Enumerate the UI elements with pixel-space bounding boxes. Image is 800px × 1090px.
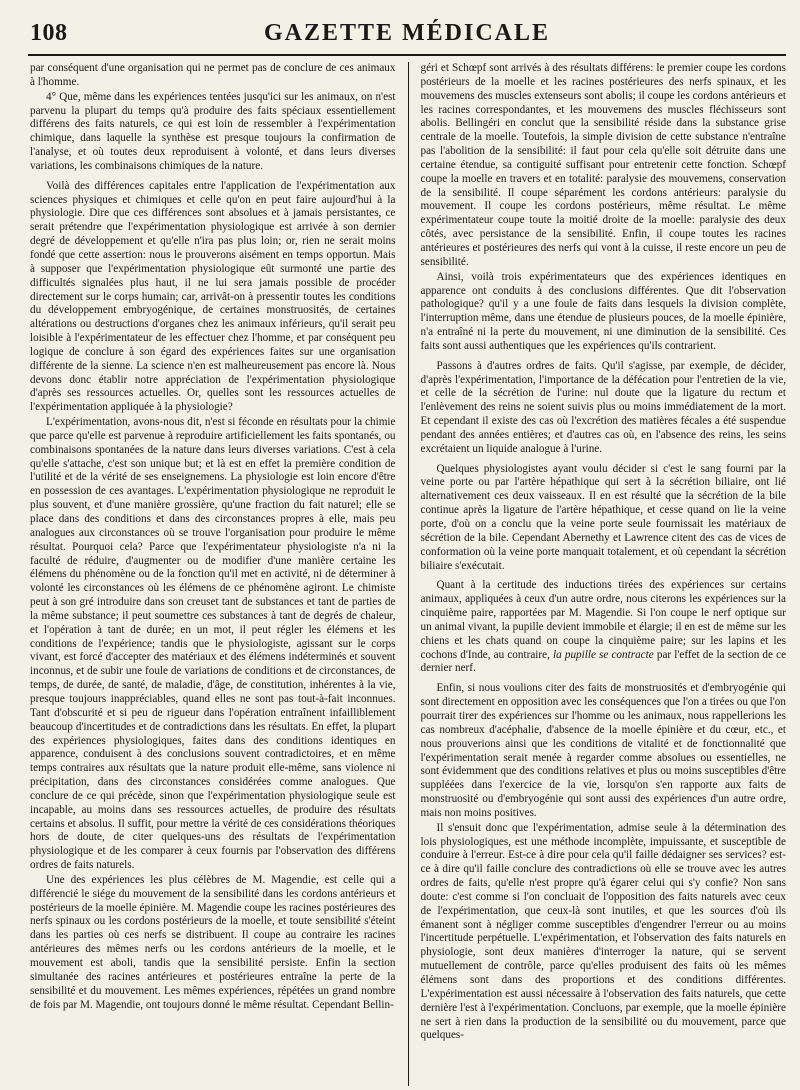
- paragraph: Ainsi, voilà trois expérimentateurs que des expériences identiques en apparence ont conduits à des conclusions différentes. Que dit l'observation pathologique? qu'il y a une foule de faits dans lesquels la division complète, l'interruption même, dans une étendue de plusieurs pouces, de la moelle épinière, n'a entraîné ni la perte du mouvement, ni une diminution de la sensibilité. Ces faits sont aussi authentiques que les expériences qu'ils contrarient.: [420, 270, 786, 352]
- text-run: Quant à la certitude des inductions tirées des expériences sur certains animaux, appliquées à ceux d'un autre ordre, nous citerons les expériences sur la cinquième paire, rapportées par M. Magendie. Si l'on coupe le nerf optique sur un animal vivant, la pupille devient immobile et élargie; il en est de même sur les chiens et les chats quand on coupe la cinquième paire; sur les lapins et les cochons d'Inde, au contraire,: [420, 579, 786, 661]
- paragraph: L'expérimentation, avons-nous dit, n'est si féconde en résultats pour la chimie que parce qu'elle est parvenue à reproduire artificiellement les faits spontanés, ou combinaisons spontanées de la nature dans leurs diverses variations. C'est à cela qu'elle s'attache, c'est son unique but; et là est en effet la première condition de l'utilité et de la vérité de ses enseignemens. La physiologie est loin encore d'être en possession de ces avantages. L'expérimentation physiologique ne reproduit le plus souvent, et d'une manière grossière, qu'une fraction du fait naturel; elle se place dans des conditions et dans des circonstances propres à elle, mais peu analogues aux circonstances où se trouve l'organisation pour produire le même résultat. Pourquoi cela? Parce que l'expérimentateur physiologiste n'a ni la faculté de réduire, d'augmenter ou de modifier d'une manière certaine les élémens du phénomène ou de la fonction qu'il met en activité, ni de déterminer à volonté les circonstances où les élémens de ce phénomène agiront. Le chimiste peut à son gré introduire dans son creuset tant de substances et tant de parties de la même substance; il peut soumettre ces substances à tant de degrés de chaleur, et l'opération à tant de durée; en un mot, il peut régler les élémens et les conditions de l'expérience; tandis que le physiologiste, agissant sur le corps vivant, est forcé d'accepter des matériaux et des élémens indéterminés et souvent inconnus, et de subir une foule de variations de conditions et de circonstances, de temps, de durée, de santé, de maladie, d'âge, de constitution, inhérentes à la vie, presque toujours inappréciables, quand elles ne sont pas tout-à-fait inconnues. Tant d'obscurité et si peu de rigueur dans l'opération entraînent infailliblement beaucoup d'incertitudes et de contradictions dans les résultats. En effet, la plupart des expériences physiologiques, faites dans des conditions identiques en apparence, conduisent à des conclusions souvent contradictoires, et en même temps contraires aux résultats que la nature produit elle-même, sans violence ni précipitation, dans des circonstances considérées comme analogues. Que conclure de ce qui précède, sinon que l'expérimentation physiologique seule est incapable, au moins dans ses ressources actuelles, de produire des résultats certains et absolus. Il suffit, pour mettre la vérité de ces considérations théoriques hors de doute, de citer quelques-uns des résultats de l'expérimentation physiologique et de les comparer à ceux fournis par l'observation des différens ordres de faits naturels.: [30, 416, 396, 872]
- text-columns: [30, 62, 786, 1086]
- page-header: [28, 14, 786, 56]
- paragraph: [421, 579, 787, 676]
- paragraph: Quelques physiologistes ayant voulu décider si c'est le sang fourni par la veine porte ou par l'artère hépathique qui sert à la sécrétion biliaire, ont lié alternativement ces deux vaisseaux. Il en est résulté que la sécrétion de la bile continue après la ligature de l'artère hépathique, et cesse quand on lie la veine porte, d'où on a conclu que la veine porte seule fournissait les matériaux de sécrétion de la bile. Cependant Abernethy et Lawrence citent des cas de vices de conformation où la veine porte manquait totalement, et où cependant la sécrétion biliaire s'exécutait.: [420, 462, 786, 572]
- journal-title: GAZETTE MÉDICALE: [263, 20, 551, 46]
- page-number: 108: [30, 20, 68, 46]
- italic-phrase: la pupille se contracte: [553, 648, 654, 661]
- right-column: [421, 62, 787, 1086]
- text-run: par l'effet de la section de ce dernier nerf.: [420, 648, 786, 675]
- column-rule: [408, 62, 409, 1086]
- paragraph: par conséquent d'une organisation qui ne permet pas de conclure de ces animaux à l'homme.: [30, 62, 396, 88]
- left-column: [30, 62, 396, 1086]
- paragraph: Passons à d'autres ordres de faits. Qu'il s'agisse, par exemple, de décider, d'après l'expérimentation, l'importance de la défécation pour l'entretien de la vie, et celle de la sécrétion de l'urine: nul doute que la ligature du rectum et l'enlèvement des reins ne soient suivis plus ou moins immédiatement de la mort. Et cependant il existe des cas où l'excrétion des matières fécales a été suspendue pendant des années entières; et d'autres cas où, en l'absence des reins, les seins excrétaient un liquide analogue à l'urine.: [420, 359, 786, 455]
- paragraph: Voilà des différences capitales entre l'application de l'expérimentation aux sciences physiques et chimiques et celle qu'on en peut faire aujourd'hui à la physiologie. Dire que ces différences sont absolues et à jamais persistantes, ce serait prétendre que l'expérimentation physiologique est arrivée à son dernier degré de développement et qu'elle n'ira pas plus loin; or, rien ne serait moins fondé que cette assertion: nous le prouverons aisément en temps opportun. Mais à supposer que l'expérimentation physiologique eût surmonté une partie des difficultés signalées plus haut, il ne lui sera jamais possible de procéder directement sur le corps humain; car, arrivât-on à pressentir toutes les conditions du développement embryogénique, de certaines monstruosités, de certaines altérations ou destructions d'organes chez les animaux inférieurs, qu'il serait peu loisible à l'expérimentateur de les effectuer chez l'homme, et par conséquent peu logique de conclure à son égard des expériences faites sur une organisation différente de la sienne. La science n'en est malheureusement pas encore là. Nous devons donc établir notre appréciation de l'expérimentation physiologique d'après ses ressources actuelles. Or, quelles sont les ressources actuelles de l'expérimentation appliquée à la physiologie?: [30, 179, 396, 414]
- paragraph: 4° Que, même dans les expériences tentées jusqu'ici sur les animaux, on n'est parvenu la plupart du temps qu'à produire des faits spéciaux essentiellement différens des faits naturels, ce qui est loin de ressembler à l'expérimentation chimique, dans laquelle la synthèse est presque toujours la confirmation de l'analyse, et où toutes deux reproduisent à volonté, et dans leurs diverses variations, les combinaisons chimiques de la nature.: [30, 90, 396, 172]
- paragraph: Une des expériences les plus célèbres de M. Magendie, est celle qui a différencié le siége du mouvement de la sensibilité dans les cordons antérieurs et postérieurs de la moelle épinière. M. Magendie coupe les racines postérieures des nerfs spinaux ou les cordons postérieurs de la moelle, et toute sensibilité s'éteint dans les parties où ces nerfs se distribuent. Il coupe au contraire les racines antérieures des mêmes nerfs ou les cordons antérieurs de la moelle, et le mouvement est aboli, tandis que la sensibilité persiste. Enfin la section simultanée des racines antérieures et postérieures entraîne la perte de la sensibilité et du mouvement. Les mêmes expériences, répétées un grand nombre de fois par M. Magendie, ont toujours donné le même résultat. Cependant Bellin-: [30, 873, 396, 1011]
- paragraph: géri et Schœpf sont arrivés à des résultats différens: le premier coupe les cordons postérieurs de la moelle et les racines postérieures des nerfs spinaux, et les mouvemens des muscles extenseurs sont abolis; il coupe les cordons antérieurs et les racines correspondantes, et les mouvemens des muscles fléchisseurs sont abolis. Bellingéri en conclut que la sensibilité réside dans la substance grise centrale de la moelle. Toutefois, la simple division de cette substance n'entraîne pas l'abolition de la sensibilité: il faut pour cela qu'elle soit détruite dans une certaine étendue, sa contiguité suffisant pour entretenir cette fonction. Schœpf coupe la moelle en travers et en totalité: paralysie des mouvemens, conservation de la sensibilité. Il coupe séparément les cordons antérieurs: paralysie du mouvement. Il coupe les cordons postérieurs, même résultat. Le même expérimentateur coupe toute la moitié droite de la moelle: paralysie des deux côtés, avec persistance de la sensibilité. Enfin, il coupe toutes les racines antérieures et postérieures des nerfs qui vont à la cuisse, il reste encore un peu de sensibilité.: [420, 62, 786, 268]
- paragraph: Enfin, si nous voulions citer des faits de monstruosités et d'embryogénie qui sont directement en opposition avec les conséquences que l'on a tirées ou que l'on pourrait tirer des expériences sur l'homme ou les animaux, nous rappellerions les cas nombreux d'acéphalie, d'absence de la moelle épinière et du cœur, etc., et nous prouverions ainsi que les conditions de vitalité et de fonctionnalité que l'expérimentation serait menée à regarder comme absolues ou essentielles, ne sont évidemment que des conditions relatives et plus ou moins susceptibles d'être suppléées dans l'exercice de la vie, lorsqu'on s'en rapporte aux faits de monstruosité ou d'embryogénie qui sont aussi des expériences d'un autre ordre, mais non moins positives.: [420, 682, 786, 819]
- paragraph: Il s'ensuit donc que l'expérimentation, admise seule à la détermination des lois physiologiques, est une méthode incomplète, impuissante, et susceptible de conduire à l'erreur. Est-ce à dire pour cela qu'il faille dédaigner ses services? est-ce à dire qu'il faille conclure des contradictions où elle se trouve avec les autres ordres de faits, qu'elle n'est propre qu'à égarer celui qui s'y confie? Non sans doute: c'est comme si l'on concluait de l'opposition des faits naturels avec ceux de l'expérimentation, que ceux-là sont inutiles, et que les sources d'où ils émanent sont à négliger comme susceptibles d'engendrer l'erreur ou au moins l'incertitude perpétuelle. L'expérimentation, et l'observation des faits naturels en physiologie, sont deux manières d'interroger la nature, qui se servent mutuellement de contrôle, parce qu'elles produisent des faits où les mêmes élémens sont dans des proportions et des conditions différentes. L'expérimentation est aussi nécessaire à l'observation des faits naturels, que cette dernière l'est à l'expérimentation. Concluons, par exemple, que la moelle épinière ne sert à rien dans la production de la sensibilité ou du mouvement, parce que quelques-: [420, 821, 786, 1042]
